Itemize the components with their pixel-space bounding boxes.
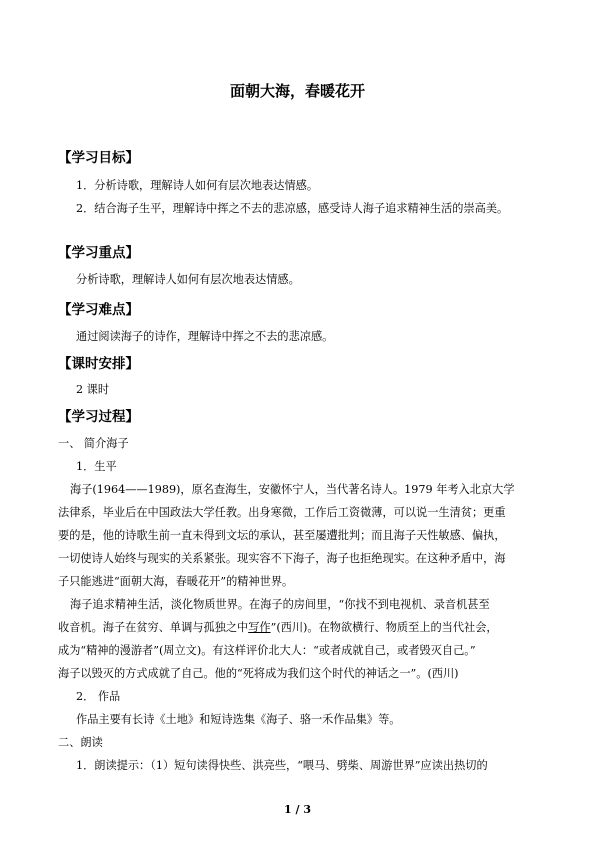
spirit-text: 收音机。海子在贫穷、单调与孤独之中 <box>58 621 249 634</box>
subsection-heading: 2． 作品 <box>76 690 121 703</box>
spirit-line: 海子追求精神生活，淡化物质世界。在海子的房间里，“你找不到电视机、录音机甚至 <box>70 598 490 611</box>
process-heading: 【学习过程】 <box>58 409 139 425</box>
objective-item: 2．结合海子生平，理解诗中挥之不去的悲凉感，感受诗人海子追求精神生活的崇高美。 <box>76 202 509 215</box>
spirit-text: ”(西川)。在物欲横行、物质至上的当代社会， <box>270 621 498 634</box>
objective-item: 1．分析诗歌，理解诗人如何有层次地表达情感。 <box>76 179 319 192</box>
underlined-word: 写作 <box>248 621 271 634</box>
bio-line: 一切使诗人始终与现实的关系紧张。现实容不下海子，海子也拒绝现实。在这种矛盾中，海 <box>58 552 506 565</box>
reading-text: 1．朗读提示：（1）短句读得快些、洪亮些，“喂马、劈柴、周游世界”应读出热切的 <box>76 759 488 772</box>
schedule-text: 2 课时 <box>76 383 110 396</box>
section-heading: 一、 简介海子 <box>58 437 129 450</box>
bio-line: 要的是，他的诗歌生前一直未得到文坛的承认，甚至屡遭批判；而且海子天性敏感、偏执， <box>58 529 506 542</box>
difficulty-heading: 【学习难点】 <box>58 302 139 318</box>
page-number: 1 / 3 <box>284 803 311 816</box>
bio-line: 子只能逃进“面朝大海，春暖花开”的精神世界。 <box>58 575 294 588</box>
bio-line: 法律系，毕业后在中国政法大学任教。出身寒微，工作后工资微薄，可以说一生清贫；更重 <box>58 506 506 519</box>
section-heading: 二、朗读 <box>58 736 103 749</box>
key-points-heading: 【学习重点】 <box>58 245 139 261</box>
page-title: 面朝大海，春暖花开 <box>229 82 365 100</box>
spirit-line: 成为“精神的漫游者”(周立文)。有这样评价北大人：“或者成就自己，或者毁灭自己。” <box>58 644 476 657</box>
key-points-text: 分析诗歌，理解诗人如何有层次地表达情感。 <box>76 273 300 286</box>
spirit-line: 海子以毁灭的方式成就了自己。他的“死将成为我们这个时代的神话之一”。(西川) <box>58 667 459 680</box>
bio-line: 海子(1964——1989)，原名查海生，安徽怀宁人，当代著名诗人。1979 年考入北京大学 <box>70 483 515 496</box>
difficulty-text: 通过阅读海子的诗作，理解诗中挥之不去的悲凉感。 <box>76 330 334 343</box>
subsection-heading: 1．生平 <box>76 460 117 473</box>
works-text: 作品主要有长诗《土地》和短诗选集《海子、骆一禾作品集》等。 <box>76 713 401 726</box>
objectives-heading: 【学习目标】 <box>58 150 139 166</box>
schedule-heading: 【课时安排】 <box>58 356 139 372</box>
spirit-line <box>58 619 498 635</box>
